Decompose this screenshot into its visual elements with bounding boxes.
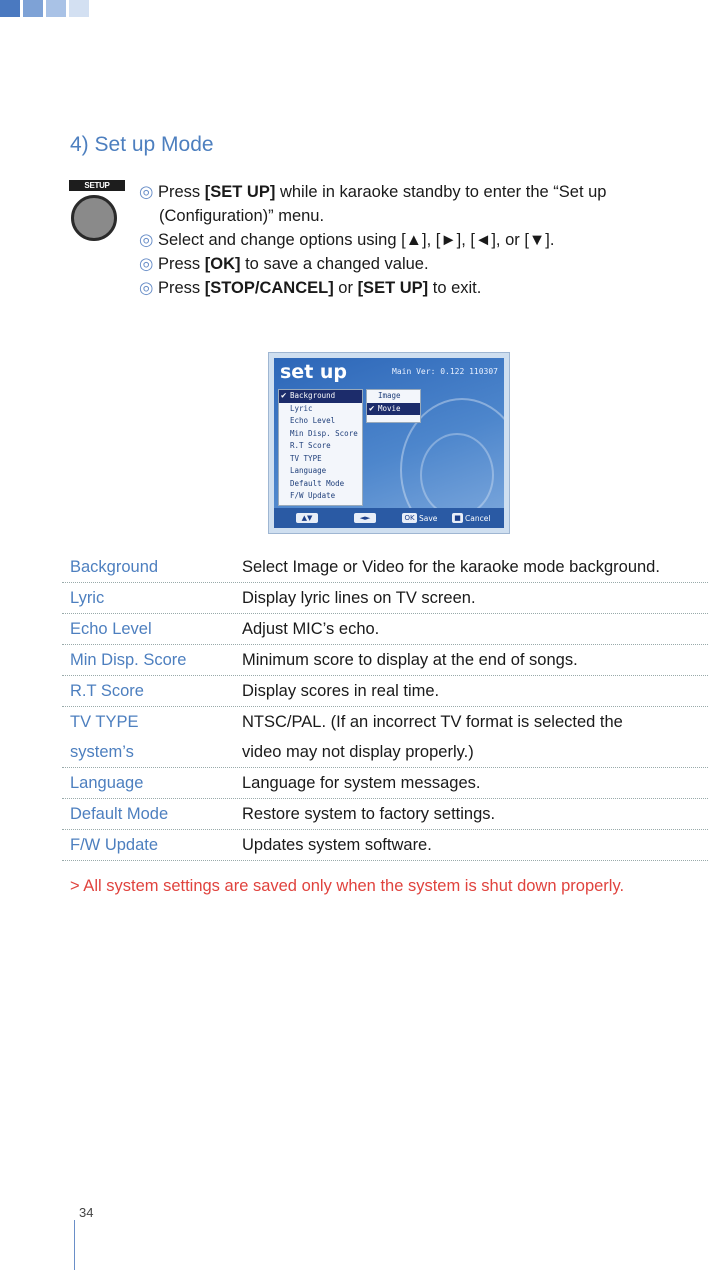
corner-decoration <box>0 0 89 17</box>
instruction-2: ◎ Select and change options using [▲], [►], [◄], or [▼]. <box>139 231 555 249</box>
screen-menu-item: Echo Level <box>290 416 336 425</box>
decorative-swirl <box>420 433 494 517</box>
screen-menu-item: Min Disp. Score <box>290 428 358 438</box>
table-row: Default Mode Restore system to factory settings. <box>62 799 709 830</box>
table-row: TV TYPE NTSC/PAL. (If an incorrect TV format is selected the <box>70 713 623 731</box>
screen-menu-item: Default Mode <box>290 478 345 488</box>
instruction-3: ◎ Press [OK] to save a changed value. <box>139 255 429 273</box>
setup-button-label: SETUP <box>69 180 125 191</box>
table-row: Language Language for system messages. <box>62 768 709 799</box>
table-row: Echo Level Adjust MIC’s echo. <box>62 614 709 645</box>
page-divider <box>74 1220 75 1270</box>
bullet-icon: ◎ <box>139 231 154 249</box>
stop-key-icon: ■ <box>452 513 463 523</box>
screen-menu-item: ✔ Background <box>279 390 362 403</box>
screen-title: set up <box>280 361 348 383</box>
screen-version: Main Ver: 0.122 110307 <box>392 367 498 376</box>
screen-menu <box>278 389 363 506</box>
screen-menu-item: Lyric <box>290 403 313 413</box>
page-number: 34 <box>79 1205 94 1220</box>
instructions <box>139 180 699 300</box>
instruction-1: ◎ Press [SET UP] while in karaoke standby to enter the “Set up <box>139 183 607 201</box>
screen-menu-item: Language <box>290 466 327 475</box>
table-row: Min Disp. Score Minimum score to display at the end of songs. <box>62 645 709 676</box>
instruction-4: ◎ Press [STOP/CANCEL] or [SET UP] to exit. <box>139 279 482 297</box>
save-hint: OK Save <box>402 513 437 523</box>
check-icon: ✔ <box>281 391 287 401</box>
screen-submenu-item: ✔ Movie <box>367 403 420 416</box>
cancel-hint: ■ Cancel <box>452 513 490 523</box>
section-title: 4) Set up Mode <box>70 133 214 156</box>
ok-key-icon: OK <box>402 513 417 523</box>
nav-leftright <box>354 513 376 523</box>
table-row: F/W Update Updates system software. <box>62 830 709 861</box>
table-row: Lyric Display lyric lines on TV screen. <box>62 583 709 614</box>
nav-updown <box>296 513 318 523</box>
screen-menu-item: F/W Update <box>290 491 336 500</box>
bullet-icon: ◎ <box>139 255 154 273</box>
table-row: Background Select Image or Video for the karaoke mode background. <box>62 552 709 583</box>
setup-screen-image <box>268 352 510 534</box>
setup-screen <box>274 358 504 528</box>
check-icon: ✔ <box>369 403 375 414</box>
options-table <box>62 552 709 861</box>
setup-button-illustration <box>69 180 125 246</box>
settings-note: > All system settings are saved only when the system is shut down properly. <box>70 877 625 895</box>
updown-icon: ▲▼ <box>296 513 318 523</box>
screen-menu-item: TV TYPE <box>290 453 322 463</box>
screen-submenu-item: Image <box>378 391 401 400</box>
leftright-icon: ◄► <box>354 513 376 523</box>
bullet-icon: ◎ <box>139 279 154 297</box>
round-button-icon <box>71 195 117 241</box>
bullet-icon: ◎ <box>139 183 154 201</box>
screen-submenu <box>366 389 421 423</box>
instruction-1-cont: (Configuration)” menu. <box>159 207 325 225</box>
table-row: system’s video may not display properly.) <box>62 737 709 768</box>
screen-footer <box>274 508 504 528</box>
screen-menu-item: R.T Score <box>290 441 331 450</box>
table-row: R.T Score Display scores in real time. <box>62 676 709 707</box>
